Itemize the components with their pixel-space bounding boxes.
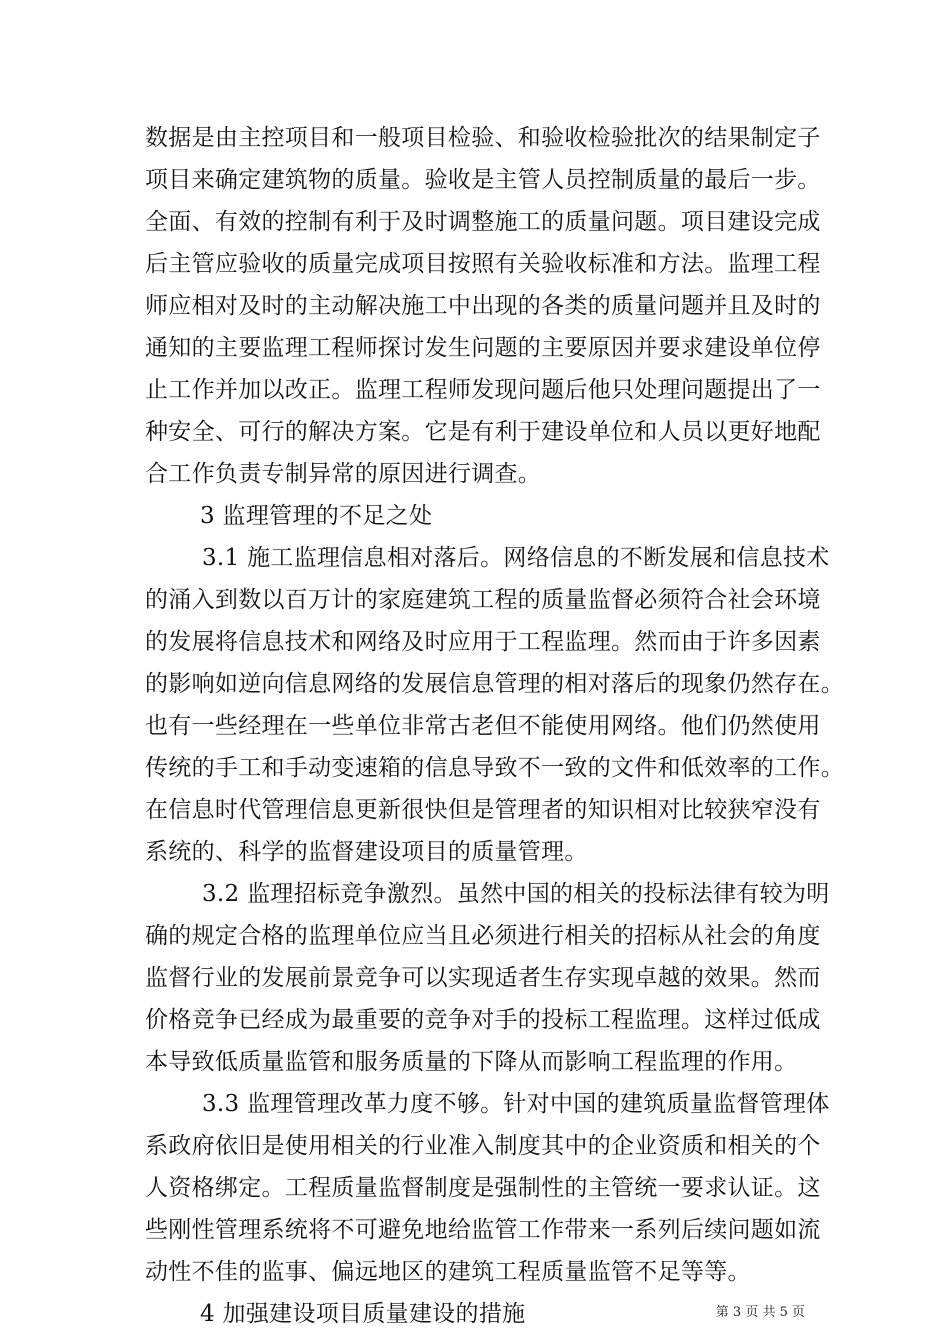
subsection-heading-line: 3.3 监理管理改革力度不够。针对中国的建筑质量监督管理体 — [202, 1091, 830, 1117]
paragraph-line: 合工作负责专制异常的原因进行调查。 — [145, 461, 542, 487]
paragraph-line: 系政府依旧是使用相关的行业准入制度其中的企业资质和相关的个 — [145, 1133, 821, 1159]
paragraph-line: 种安全、可行的解决方案。它是有利于建设单位和人员以更好地配 — [145, 419, 821, 445]
paragraph-line: 动性不佳的监事、偏远地区的建筑工程质量监管不足等等。 — [145, 1259, 751, 1285]
paragraph-line: 确的规定合格的监理单位应当且必须进行相关的招标从社会的角度 — [145, 923, 821, 949]
paragraph-line: 项目来确定建筑物的质量。验收是主管人员控制质量的最后一步。 — [145, 167, 821, 193]
paragraph-line: 价格竞争已经成为最重要的竞争对手的投标工程监理。这样过低成 — [145, 1007, 821, 1033]
section-heading: 3 监理管理的不足之处 — [200, 503, 433, 529]
paragraph-line: 止工作并加以改正。监理工程师发现问题后他只处理问题提出了一 — [145, 377, 821, 403]
paragraph-line: 人资格绑定。工程质量监督制度是强制性的主管统一要求认证。这 — [145, 1175, 821, 1201]
paragraph-line: 系统的、科学的监督建设项目的质量管理。 — [145, 839, 588, 865]
subsection-heading-line: 3.2 监理招标竞争激烈。虽然中国的相关的投标法律有较为明 — [202, 881, 830, 907]
paragraph-line: 在信息时代管理信息更新很快但是管理者的知识相对比较狭窄没有 — [145, 797, 821, 823]
paragraph-line: 数据是由主控项目和一般项目检验、和验收检验批次的结果制定子 — [145, 125, 821, 151]
paragraph-line: 师应相对及时的主动解决施工中出现的各类的质量问题并且及时的 — [145, 293, 821, 319]
paragraph-line: 传统的手工和手动变速箱的信息导致不一致的文件和低效率的工作。 — [145, 755, 844, 781]
paragraph-line: 后主管应验收的质量完成项目按照有关验收标准和方法。监理工程 — [145, 251, 821, 277]
paragraph-line: 监督行业的发展前景竞争可以实现适者生存实现卓越的效果。然而 — [145, 965, 821, 991]
paragraph-line: 也有一些经理在一些单位非常古老但不能使用网络。他们仍然使用 — [145, 713, 821, 739]
page-number-footer: 第 3 页 共 5 页 — [715, 1305, 805, 1320]
document-body — [145, 117, 844, 1335]
paragraph-line: 的涌入到数以百万计的家庭建筑工程的质量监督必须符合社会环境 — [145, 587, 821, 613]
paragraph-line: 的影响如逆向信息网络的发展信息管理的相对落后的现象仍然存在。 — [145, 671, 844, 697]
paragraph-line: 全面、有效的控制有利于及时调整施工的质量问题。项目建设完成 — [145, 209, 821, 235]
paragraph-line: 本导致低质量监管和服务质量的下降从而影响工程监理的作用。 — [145, 1049, 798, 1075]
paragraph-line: 通知的主要监理工程师探讨发生问题的主要原因并要求建设单位停 — [145, 335, 821, 361]
paragraph-line: 些刚性管理系统将不可避免地给监管工作带来一系列后续问题如流 — [145, 1217, 821, 1243]
subsection-heading-line: 3.1 施工监理信息相对落后。网络信息的不断发展和信息技术 — [202, 545, 830, 571]
paragraph-line: 的发展将信息技术和网络及时应用于工程监理。然而由于许多因素 — [145, 629, 821, 655]
section-heading: 4 加强建设项目质量建设的措施 — [200, 1301, 526, 1327]
